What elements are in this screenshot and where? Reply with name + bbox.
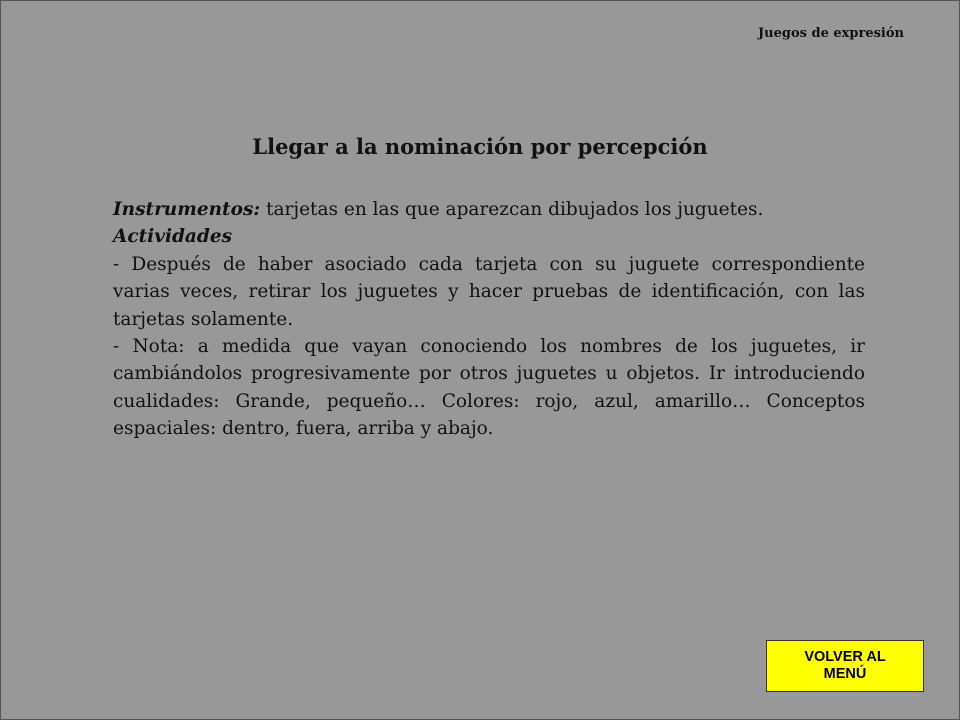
instruments-label: Instrumentos:	[113, 199, 261, 220]
activity-item-2: - Nota: a medida que vayan conociendo los nombres de los juguetes, ir cambiándolos progresivamente por otros juguetes u objetos. Ir introduciendo cualidades: Grande, pequeño… Colores: rojo, azul, amarillo… Conceptos espaciales: dentro, fuera, arriba y abajo.	[113, 335, 865, 439]
instruments-text: tarjetas en las que aparezcan dibujados los juguetes.	[260, 199, 764, 220]
back-to-menu-label: VOLVER AL MENÚ	[804, 648, 886, 682]
page-title: Llegar a la nominación por percepción	[252, 134, 708, 159]
content-body	[113, 196, 865, 442]
activity-item-1: - Después de haber asociado cada tarjeta con su juguete correspondiente varias veces, retirar los juguetes y hacer pruebas de identificación, con las tarjetas solamente.	[113, 253, 865, 330]
section-label: Juegos de expresión	[758, 26, 904, 41]
instruments-paragraph	[113, 196, 865, 223]
back-to-menu-button[interactable]	[766, 640, 924, 692]
activities-heading: Actividades	[113, 226, 233, 248]
